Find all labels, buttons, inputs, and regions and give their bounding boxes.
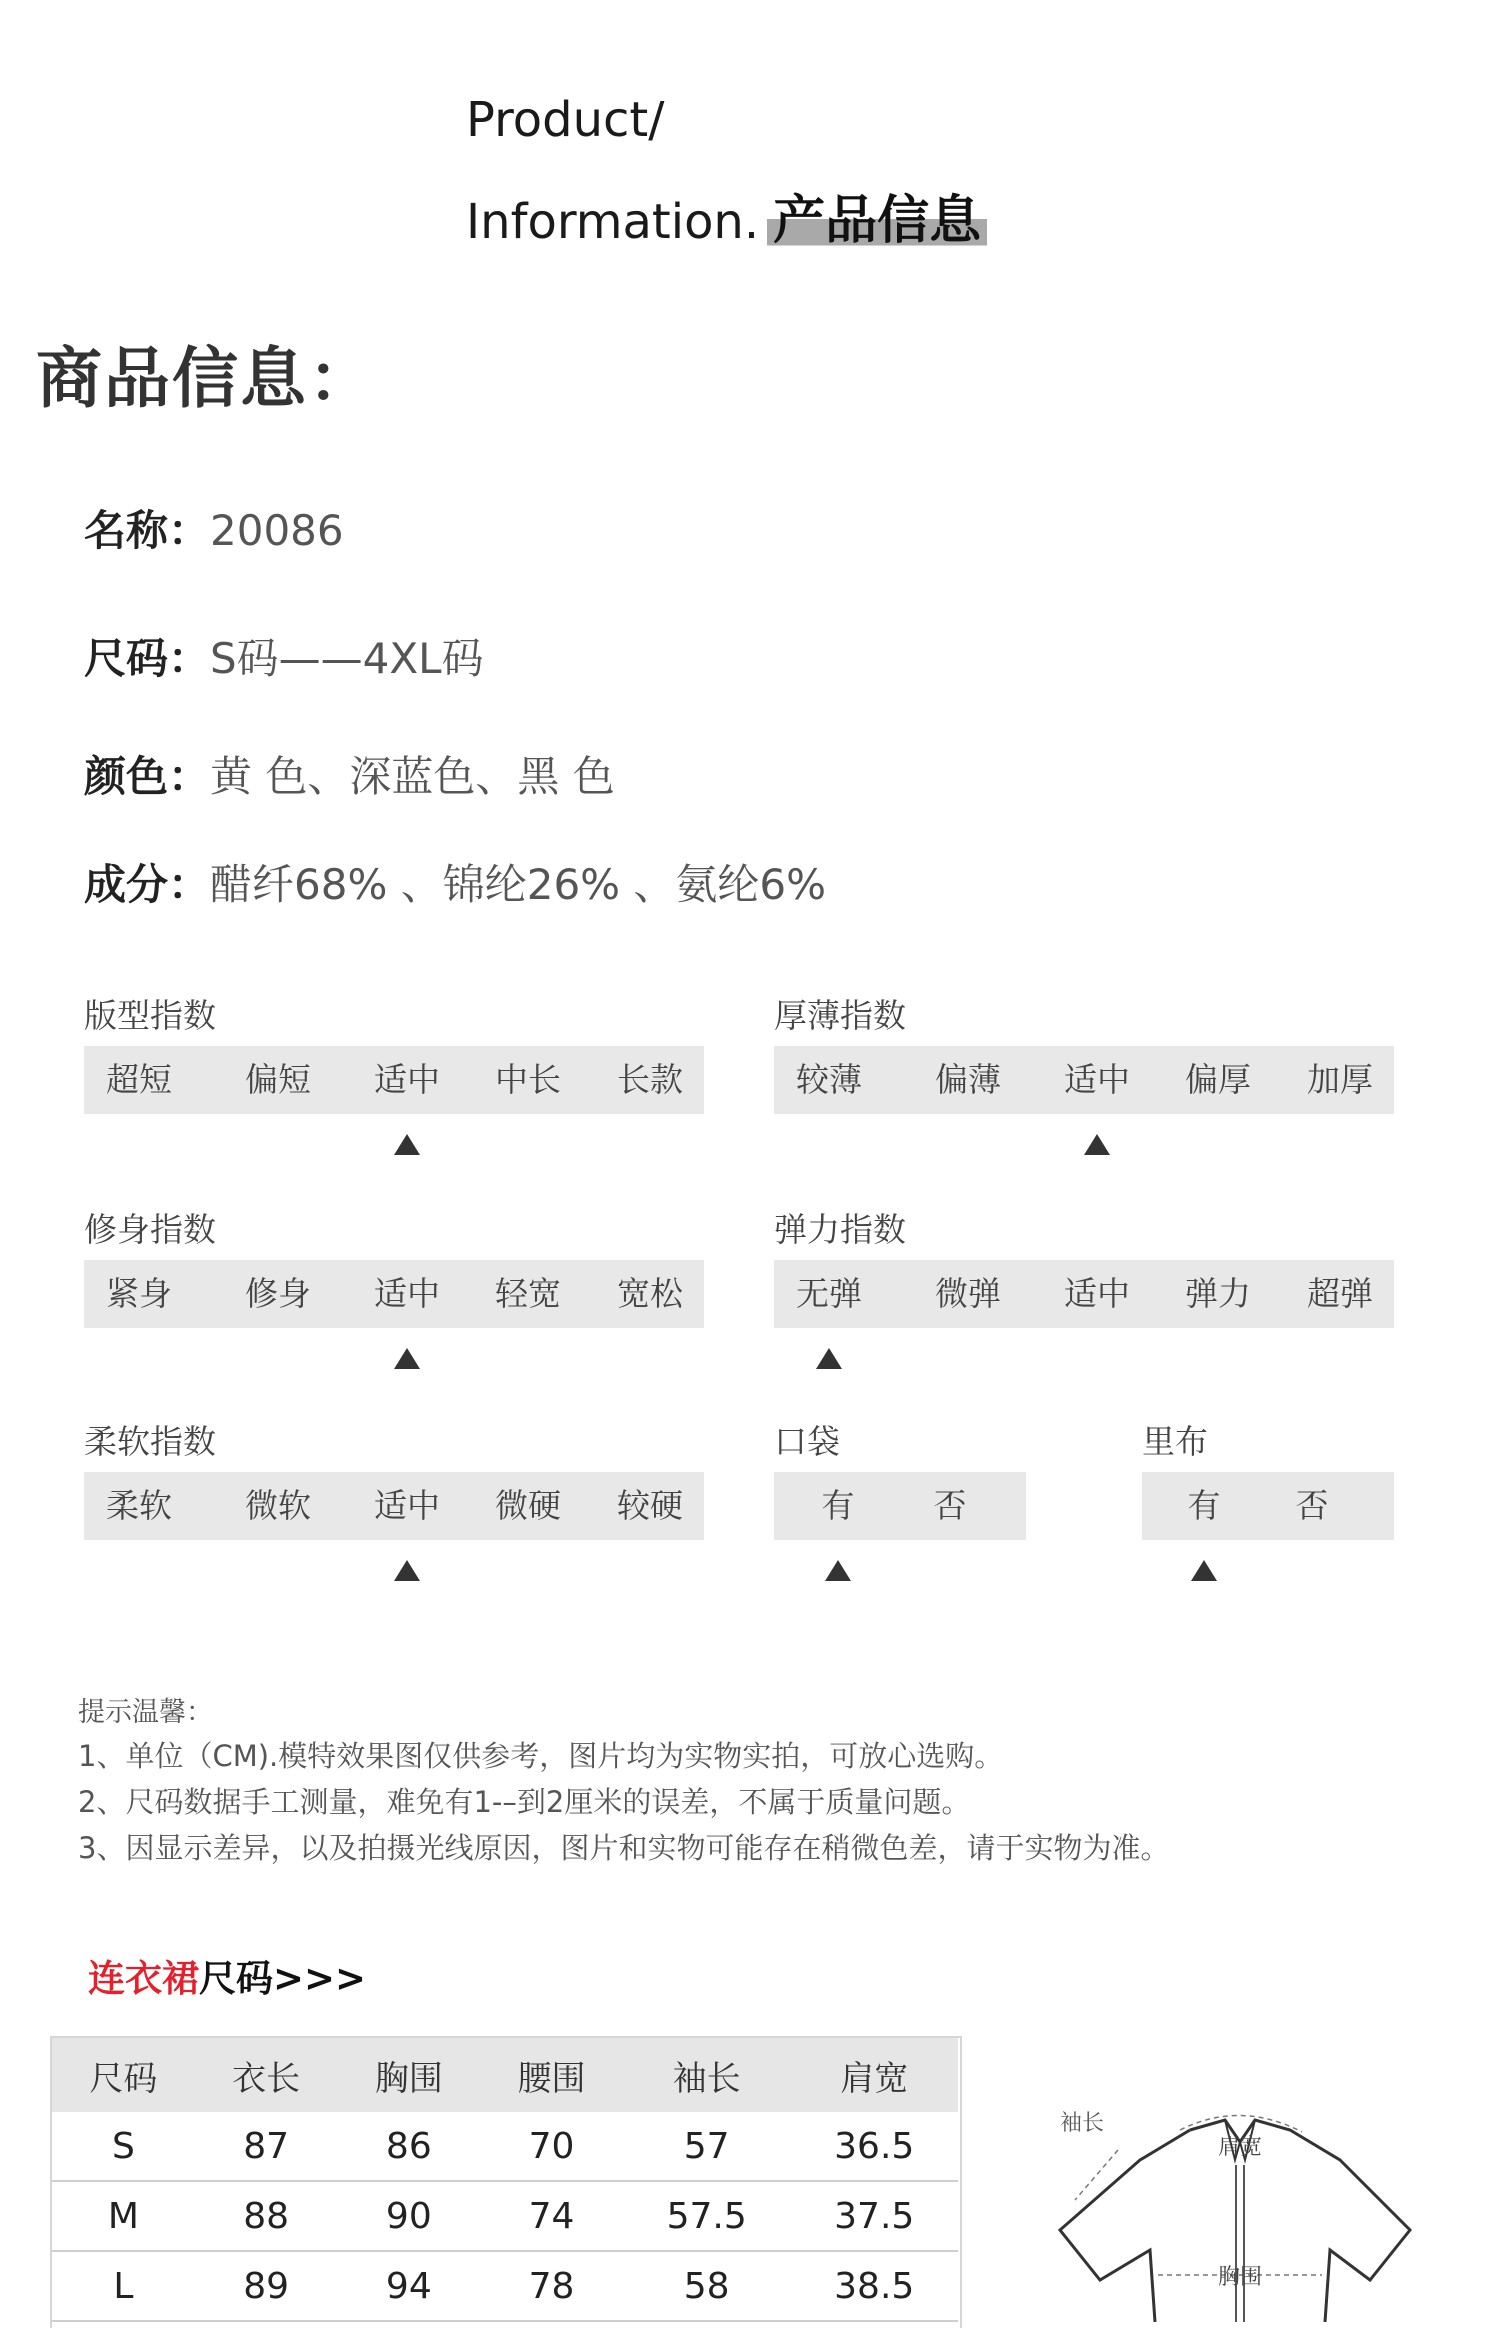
pocket-index-label: 口袋 <box>774 1422 840 1461</box>
info-material-value: 醋纤68% 、锦纶26% 、氨纶6% <box>210 860 827 909</box>
col-sleeve: 袖长 <box>623 2038 791 2112</box>
slim-option: 适中 <box>374 1274 440 1313</box>
fit-option: 中长 <box>495 1060 561 1099</box>
garment-diagram <box>1040 2090 1440 2322</box>
pocket-index-bar <box>774 1472 1026 1540</box>
pocket-option: 有 <box>821 1486 855 1525</box>
table-cell: 87 <box>195 2112 338 2181</box>
table-cell: 90 <box>337 2181 480 2251</box>
col-size: 尺码 <box>52 2038 195 2112</box>
table-cell: 37.5 <box>790 2181 958 2251</box>
col-shoulder: 肩宽 <box>790 2038 958 2112</box>
thickness-option: 适中 <box>1064 1060 1130 1099</box>
header-line-2 <box>466 178 987 253</box>
size-heading-black: 尺码>>> <box>199 1957 367 2000</box>
table-cell: L <box>52 2251 195 2321</box>
table-cell: 57.5 <box>623 2181 791 2251</box>
sleeve-measure-line <box>1075 2150 1118 2200</box>
lining-index-bar <box>1142 1472 1394 1540</box>
size-table-header <box>52 2038 958 2112</box>
table-cell: 88 <box>195 2181 338 2251</box>
lining-option: 有 <box>1187 1486 1221 1525</box>
soft-option: 较硬 <box>617 1486 683 1525</box>
info-size-label: 尺码： <box>84 634 211 683</box>
fit-selected-marker <box>394 1134 420 1155</box>
header-line-1: Product/ <box>466 92 665 148</box>
slim-option: 紧身 <box>106 1274 172 1313</box>
info-material-row <box>84 852 826 912</box>
table-cell: 70 <box>480 2112 623 2181</box>
tip-line: 2、尺码数据手工测量，难免有1-–到2厘米的误差，不属于质量问题。 <box>78 1785 971 1819</box>
table-cell: 57 <box>623 2112 791 2181</box>
col-chest: 胸围 <box>337 2038 480 2112</box>
thickness-selected-marker <box>1084 1134 1110 1155</box>
soft-option: 微硬 <box>495 1486 561 1525</box>
elastic-option: 适中 <box>1064 1274 1130 1313</box>
elastic-index-bar <box>774 1260 1394 1328</box>
elastic-option: 超弹 <box>1307 1274 1373 1313</box>
info-name-label: 名称： <box>84 506 211 555</box>
fit-option: 超短 <box>106 1060 172 1099</box>
table-cell: 38.5 <box>790 2251 958 2321</box>
info-color-row <box>84 744 615 804</box>
table-cell: 89 <box>195 2251 338 2321</box>
soft-index-bar <box>84 1472 704 1540</box>
thickness-index-bar <box>774 1046 1394 1114</box>
tip-line: 1、单位（CM).模特效果图仅供参考，图片均为实物实拍，可放心选购。 <box>78 1739 1004 1773</box>
slim-selected-marker <box>394 1348 420 1369</box>
soft-option: 适中 <box>374 1486 440 1525</box>
info-name-value: 20086 <box>210 506 344 555</box>
garment-outline-left <box>1060 2130 1190 2322</box>
thickness-option: 较薄 <box>796 1060 862 1099</box>
thickness-index-label: 厚薄指数 <box>774 996 906 1035</box>
fit-index-label: 版型指数 <box>84 996 216 1035</box>
info-material-label: 成分： <box>84 860 211 909</box>
sleeve-label: 袖长 <box>1060 2111 1105 2136</box>
table-cell: 36.5 <box>790 2112 958 2181</box>
info-color-label: 颜色： <box>84 752 211 801</box>
table-cell: M <box>52 2181 195 2251</box>
table-cell: 58 <box>623 2251 791 2321</box>
thickness-option: 偏厚 <box>1185 1060 1251 1099</box>
thickness-option: 加厚 <box>1307 1060 1373 1099</box>
elastic-option: 微弹 <box>935 1274 1001 1313</box>
elastic-option: 弹力 <box>1185 1274 1251 1313</box>
fit-option: 长款 <box>617 1060 683 1099</box>
shoulder-label: 肩宽 <box>1218 2135 1263 2160</box>
info-color-value: 黄 色、深蓝色、黑 色 <box>210 752 615 801</box>
table-cell: 78 <box>480 2251 623 2321</box>
fit-option: 偏短 <box>245 1060 311 1099</box>
size-chart-heading <box>88 1948 366 2002</box>
tips-title: 提示温馨： <box>78 1697 213 1728</box>
pocket-option: 否 <box>933 1486 967 1525</box>
table-cell: S <box>52 2112 195 2181</box>
size-heading-red: 连衣裙 <box>88 1957 199 2000</box>
table-cell: 94 <box>337 2251 480 2321</box>
info-size-row <box>84 626 484 686</box>
info-size-value: S码——4XL码 <box>210 634 484 683</box>
table-row <box>52 2181 958 2251</box>
elastic-selected-marker <box>816 1348 842 1369</box>
col-length: 衣长 <box>195 2038 338 2112</box>
chest-label: 胸围 <box>1218 2265 1263 2290</box>
fit-option: 适中 <box>374 1060 440 1099</box>
section-title: 商品信息： <box>36 340 376 417</box>
slim-index-bar <box>84 1260 704 1328</box>
pocket-selected-marker <box>825 1560 851 1581</box>
size-table <box>52 2038 958 2322</box>
soft-selected-marker <box>394 1560 420 1581</box>
header-cn-title: 产品信息 <box>767 178 987 253</box>
table-cell: 74 <box>480 2181 623 2251</box>
header-en-title: Information. <box>466 194 760 250</box>
slim-option: 轻宽 <box>495 1274 561 1313</box>
slim-option: 宽松 <box>617 1274 683 1313</box>
slim-option: 修身 <box>245 1274 311 1313</box>
elastic-option: 无弹 <box>796 1274 862 1313</box>
soft-index-label: 柔软指数 <box>84 1422 216 1461</box>
table-cell: 86 <box>337 2112 480 2181</box>
lining-selected-marker <box>1191 1560 1217 1581</box>
table-row <box>52 2112 958 2181</box>
thickness-option: 偏薄 <box>935 1060 1001 1099</box>
table-row <box>52 2251 958 2321</box>
soft-option: 柔软 <box>106 1486 172 1525</box>
slim-index-label: 修身指数 <box>84 1210 216 1249</box>
tip-line: 3、因显示差异，以及拍摄光线原因，图片和实物可能存在稍微色差，请于实物为准。 <box>78 1831 1170 1865</box>
fit-index-bar <box>84 1046 704 1114</box>
col-waist: 腰围 <box>480 2038 623 2112</box>
info-name-row <box>84 498 344 558</box>
soft-option: 微软 <box>245 1486 311 1525</box>
elastic-index-label: 弹力指数 <box>774 1210 906 1249</box>
lining-option: 否 <box>1295 1486 1329 1525</box>
lining-index-label: 里布 <box>1142 1422 1208 1461</box>
